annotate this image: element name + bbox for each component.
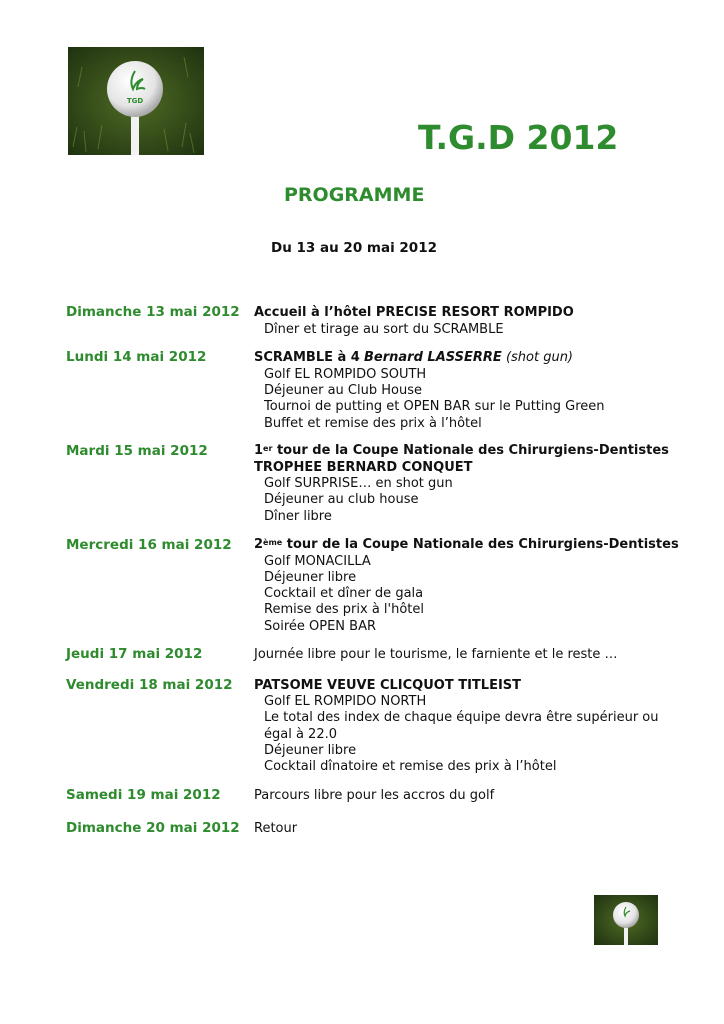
agenda-item: Déjeuner libre [264,570,357,585]
day-text: Parcours libre pour les accros du golf [254,788,495,803]
agenda-item: Dîner et tirage au sort du SCRAMBLE [264,322,504,337]
headline-text: tour de la Coupe Nationale des Chirurgiens-Dentistes [276,443,669,458]
headline-num: 2 [254,537,264,552]
page-subtitle: PROGRAMME [284,184,425,206]
day-label: Lundi 14 mai 2012 [66,349,207,365]
day-headline: Accueil à l’hôtel PRECISE RESORT ROMPIDO [254,305,574,320]
day-headline-2: TROPHEE BERNARD CONQUET [254,460,473,475]
day-label: Dimanche 13 mai 2012 [66,304,240,320]
headline-note: (shot gun) [505,350,574,365]
agenda-item: Remise des prix à l'hôtel [264,602,424,617]
agenda-item: Golf MONACILLA [264,554,371,569]
page-title: T.G.D 2012 [418,118,619,157]
agenda-item: Cocktail et dîner de gala [264,586,424,601]
agenda-item: Soirée OPEN BAR [264,619,376,634]
day-label: Jeudi 17 mai 2012 [66,646,203,662]
agenda-item: Tournoi de putting et OPEN BAR sur le Putting Green [264,399,605,414]
day-label: Samedi 19 mai 2012 [66,787,221,803]
agenda-item: Cocktail dînatoire et remise des prix à l’hôtel [264,759,557,774]
agenda-item: Golf EL ROMPIDO NORTH [264,694,427,709]
date-range: Du 13 au 20 mai 2012 [271,240,437,256]
day-label: Vendredi 18 mai 2012 [66,677,233,693]
day-text: Retour [254,821,298,836]
golf-ball-logo-small [594,895,658,945]
agenda-item: Buffet et remise des prix à l’hôtel [264,416,482,431]
agenda-item: Déjeuner au club house [264,492,419,507]
headline-text: SCRAMBLE à 4 [254,350,360,365]
headline-sup: ème [263,538,283,547]
headline-name: Bernard LASSERRE [364,350,502,365]
day-text: Journée libre pour le tourisme, le farniente et le reste … [254,647,618,662]
day-headline [254,349,573,366]
day-headline [254,442,669,459]
day-headline: PATSOME VEUVE CLICQUOT TITLEIST [254,678,522,693]
agenda-item: Le total des index de chaque équipe devra être supérieur ou [264,710,659,725]
svg-text:TGD: TGD [126,97,144,105]
day-label: Mercredi 16 mai 2012 [66,537,232,553]
day-label: Dimanche 20 mai 2012 [66,820,240,836]
agenda-item: Déjeuner libre [264,743,357,758]
agenda-item: Déjeuner au Club House [264,383,422,398]
agenda-item: Golf EL ROMPIDO SOUTH [264,367,427,382]
agenda-item: Golf SURPRISE… en shot gun [264,476,453,491]
golf-ball-logo [68,47,204,155]
day-headline [254,536,679,553]
day-label: Mardi 15 mai 2012 [66,443,208,459]
agenda-item: Dîner libre [264,509,332,524]
headline-sup: er [263,444,273,453]
headline-text: tour de la Coupe Nationale des Chirurgiens-Dentistes [286,537,679,552]
agenda-item: égal à 22.0 [264,727,338,742]
headline-num: 1 [254,443,264,458]
